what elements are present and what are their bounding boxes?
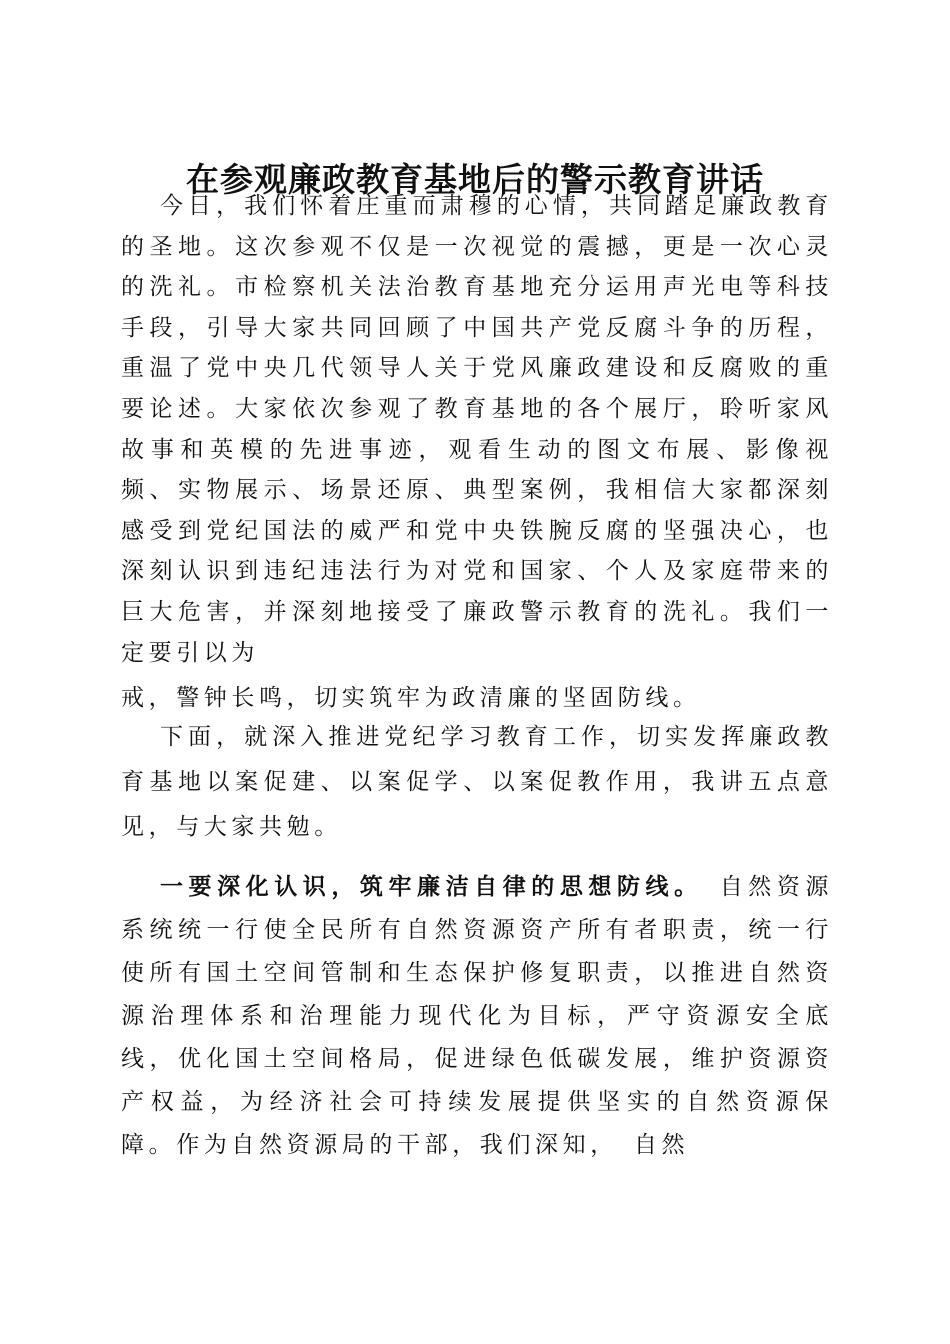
point-one-heading: 一要深化认识，筑牢廉洁自律的思想防线。 [160,874,692,900]
paragraph-outline [121,715,833,850]
paragraph-point-one [121,866,833,1167]
paragraph-outline-body: 下面，就深入推进党纪学习教育工作，切实发挥廉政教育基地以案促建、以案促学、以案促教作用，我讲五点意见，与大家共勉。 [121,724,833,840]
paragraph-intro [121,186,833,723]
document-title: 在参观廉政教育基地后的警示教育讲话 [186,160,764,199]
point-one-body: 自然资源系统统一行使全民所有自然资源资产所有者职责，统一行使所有国土空间管制和生态保护修复职责，以推进自然资源治理体系和治理能力现代化为目标，严守资源安全底线，优化国土空间格局，促进绿色低碳发展，维护资源资产权益，为经济社会可持续发展提供坚实的自然资源保障。作为自然资源局的干部，我们深知， 自然 [121,874,833,1158]
paragraph-intro-last-line: 戒，警钟长鸣，切实筑牢为政清廉的坚固防线。 [121,685,701,712]
paragraph-intro-body: 今日，我们怀着庄重而肃穆的心情，共同踏足廉政教育的圣地。这次参观不仅是一次视觉的震撼，更是一次心灵的洗礼。市检察机关法治教育基地充分运用声光电等科技手段，引导大家共同回顾了中国共产党反腐斗争的历程，重温了党中央几代领导人关于党风廉政建设和反腐败的重要论述。大家依次参观了教育基地的各个展厅，聆听家风故事和英模的先进事迹，观看生动的图文布展、影像视频、实物展示、场景还原、典型案例，我相信大家都深刻感受到党纪国法的威严和党中央铁腕反腐的坚强决心，也深刻认识到违纪违法行为对党和国家、个人及家庭带来的巨大危害，并深刻地接受了廉政警示教育的洗礼。我们一定要引以为 [121,193,833,666]
